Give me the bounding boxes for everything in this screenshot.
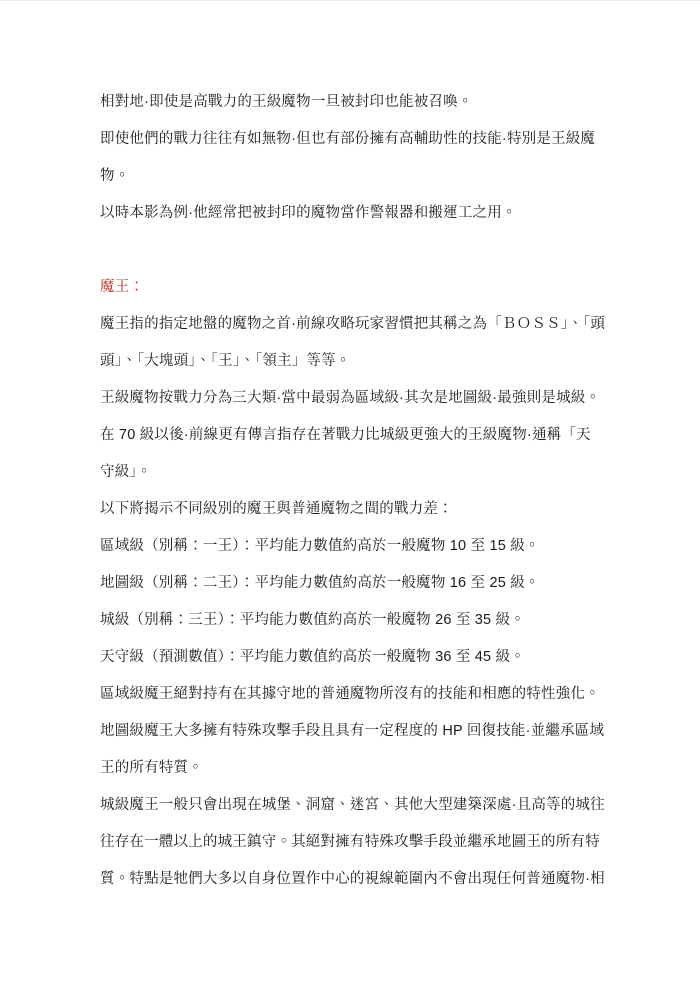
doc-line: 區域級魔王絕對持有在其據守地的普通魔物所沒有的技能和相應的特性強化。 [100,686,600,702]
doc-line: 頭」、「大塊頭」、「王」、「領主」等等。 [100,353,351,369]
doc-line: 以下將揭示不同級別的魔王與普通魔物之間的戰力差： [100,501,453,517]
doc-line: 守級」。 [100,464,152,480]
doc-line: 在 70 級以後·前線更有傳言指存在著戰力比城級更強大的王級魔物·通稱「天 [100,427,591,443]
document-body [100,84,615,898]
section-heading-demon-king: 魔王： [100,279,145,295]
doc-line-rank-keep: 天守級（預測數值）：平均能力數值約高於一般魔物 36 至 45 級。 [100,649,525,665]
doc-line: 相對地·即使是高戰力的王級魔物一旦被封印也能被召喚。 [100,94,473,110]
doc-line: 即使他們的戰力往往有如無物·但也有部份擁有高輔助性的技能·特別是王級魔 [100,131,596,147]
doc-line: 物。 [100,168,130,184]
doc-line: 王級魔物按戰力分為三大類·當中最弱為區域級·其次是地圖級·最強則是城級。 [100,390,601,406]
doc-line-rank-castle: 城級（別稱：三王）：平均能力數值約高於一般魔物 26 至 35 級。 [100,612,525,628]
doc-line-rank-region: 區域級（別稱：一王）：平均能力數值約高於一般魔物 10 至 15 級。 [100,538,540,554]
doc-line: 地圖級魔王大多擁有特殊攻擊手段且具有一定程度的 HP 回復技能·並繼承區域 [100,723,605,739]
doc-line-rank-map: 地圖級（別稱：二王）：平均能力數值約高於一般魔物 16 至 25 級。 [100,575,540,591]
doc-line: 魔王指的指定地盤的魔物之首·前線攻略玩家習慣把其稱之為「ＢＯＳＳ」、「頭 [100,316,606,332]
blank-line [100,232,615,269]
doc-line: 以時本影為例·他經常把被封印的魔物當作警報器和搬運工之用。 [100,205,517,221]
doc-line: 王的所有特質。 [100,760,203,776]
doc-line: 往存在一體以上的城王鎮守。其絕對擁有特殊攻擊手段並繼承地圖王的所有特 [100,834,600,850]
page-top-edge [0,0,700,1]
doc-line: 城級魔王一般只會出現在城堡、洞窟、迷宮、其他大型建築深處·且高等的城往 [100,797,605,813]
doc-line: 質。特點是牠們大多以自身位置作中心的視線範圍內不會出現任何普通魔物·相 [100,871,605,887]
